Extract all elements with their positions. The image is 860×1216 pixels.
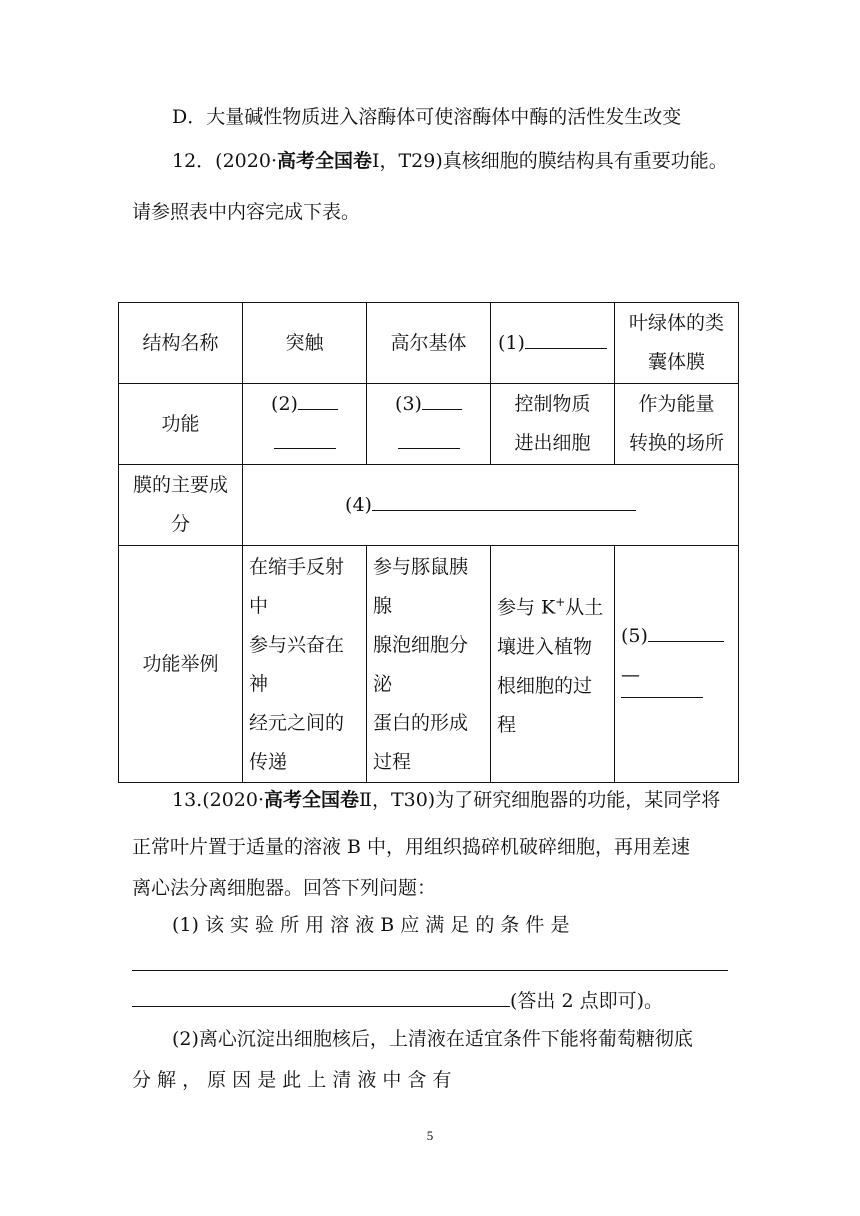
q12-source: Ⅰ，T29)真核细胞的膜结构具有重要功能。: [372, 150, 728, 172]
row-head-structure: 结构名称: [119, 303, 243, 384]
table-row: [119, 465, 739, 546]
answer-blank: [132, 988, 510, 1007]
cell-secretion-example: 参与豚鼠胰 腺 腺泡细胞分 泌 蛋白的形成 过程: [367, 546, 491, 783]
page-number: 5: [426, 1128, 434, 1143]
answer-blank: [398, 430, 460, 449]
cell-golgi: 高尔基体: [367, 303, 491, 384]
answer-blank: [621, 679, 703, 698]
question-13-part-1-tail: (答出 2 点即可)。: [132, 988, 663, 1013]
cell-blank-4: (4): [243, 465, 739, 546]
question-13-part-1: (1) 该 实 验 所 用 溶 液 B 应 满 足 的 条 件 是: [172, 914, 570, 936]
q12-exam-name: 高考全国卷: [276, 150, 372, 172]
cell-reflex-example: 在缩手反射 中 参与兴奋在 神 经元之间的 传递: [243, 546, 367, 783]
q12-number: 12．(2020·: [172, 150, 277, 172]
cell-potassium-example: 参与 K+从土 壤进入植物 根细胞的过 程: [491, 546, 615, 783]
cell-energy-conversion: 作为能量 转换的场所: [615, 384, 739, 465]
answer-blank: [648, 623, 724, 642]
cell-blank-5: (5) —: [615, 546, 739, 783]
answer-line: [132, 970, 728, 971]
table-row: [119, 384, 739, 465]
question-13-line-3: 离心法分离细胞器。回答下列问题：: [132, 877, 437, 899]
table-row: [119, 303, 739, 384]
table-row: [119, 546, 739, 783]
cell-thylakoid: 叶绿体的类 囊体膜: [615, 303, 739, 384]
question-13-part-2-line-2: 分 解 ， 原 因 是 此 上 清 液 中 含 有: [132, 1069, 452, 1091]
cell-blank-2: (2): [243, 384, 367, 465]
option-d: D．大量碱性物质进入溶酶体可使溶酶体中酶的活性发生改变: [172, 106, 682, 128]
question-13-part-2-line-1: (2)离心沉淀出细胞核后，上清液在适宜条件下能将葡萄糖彻底: [172, 1028, 693, 1050]
cell-control-transport: 控制物质 进出细胞: [491, 384, 615, 465]
row-head-components: 膜的主要成 分: [119, 465, 243, 546]
answer-blank: [274, 430, 336, 449]
row-head-function: 功能: [119, 384, 243, 465]
question-12-line-1: [172, 149, 728, 173]
q13-number: 13.(2020·: [172, 789, 265, 811]
answer-blank: [422, 391, 462, 410]
cell-blank-3: (3): [367, 384, 491, 465]
answer-blank: [372, 492, 636, 511]
answer-blank: [298, 391, 338, 410]
question-13-line-2: 正常叶片置于适量的溶液 B 中，用组织捣碎机破碎细胞，再用差速: [132, 836, 691, 858]
cell-blank-1: (1): [491, 303, 615, 384]
q13-exam-name: 高考全国卷: [264, 789, 360, 811]
question-13-line-1: [172, 788, 720, 812]
membrane-table: [118, 302, 739, 783]
question-12-line-2: 请参照表中内容完成下表。: [132, 201, 361, 223]
cell-synapse: 突触: [243, 303, 367, 384]
q13-source: Ⅱ，T30)为了研究细胞器的功能，某同学将: [359, 789, 721, 811]
answer-blank: [525, 330, 607, 349]
row-head-examples: 功能举例: [119, 546, 243, 783]
